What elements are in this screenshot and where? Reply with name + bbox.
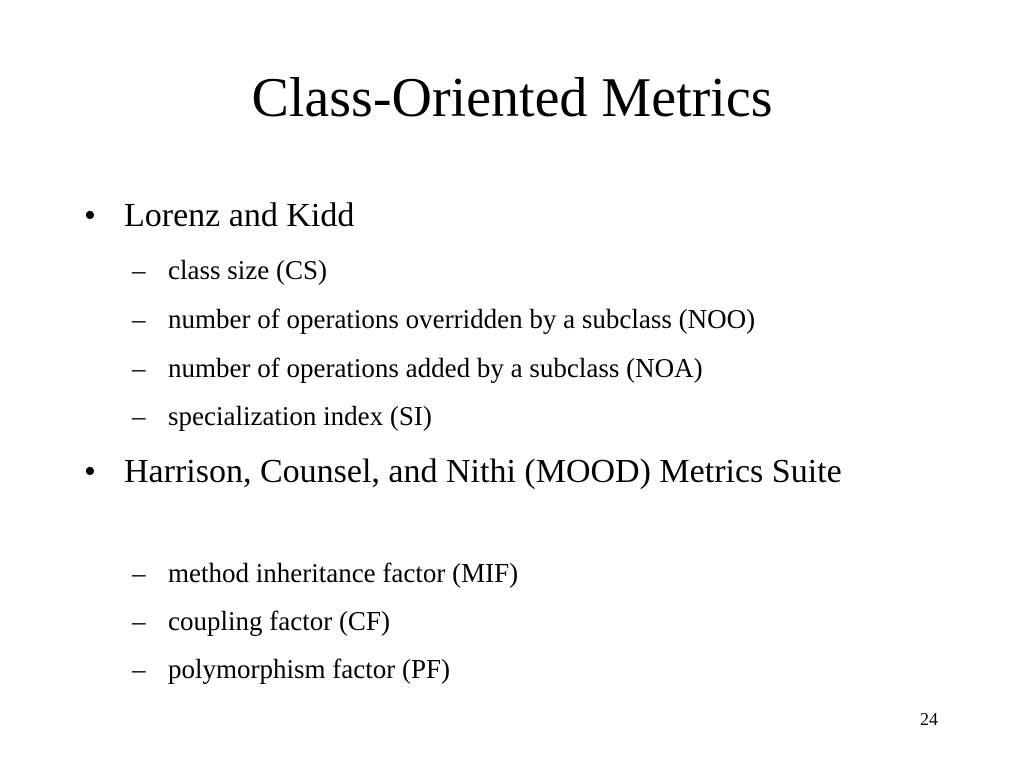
sub-item-text: polymorphism factor (PF) [168,654,450,684]
slide-title: Class-Oriented Metrics [251,67,773,129]
sub-item-text: number of operations added by a subclass (NOA) [168,353,703,383]
dash-icon: – [132,353,146,383]
bullet-lorenz-kidd [84,195,904,237]
sub-item-pf [132,652,952,686]
bullet-dot-icon: • [84,197,96,234]
sub-item-text: coupling factor (CF) [168,606,390,636]
dash-icon: – [132,558,146,588]
sub-item-text: number of operations overridden by a subclass (NOO) [168,304,756,334]
sub-item-noo [132,302,952,336]
dash-icon: – [132,401,146,431]
sub-item-text: method inheritance factor (MIF) [168,558,519,588]
dash-icon: – [132,304,146,334]
sub-item-text: class size (CS) [168,255,327,285]
bullet-text: Harrison, Counsel, and Nithi (MOOD) Metrics Suite [124,453,842,490]
bullet-text: Lorenz and Kidd [124,197,355,234]
dash-icon: – [132,654,146,684]
sub-item-noa [132,351,952,385]
sub-item-cf [132,604,952,638]
sub-item-si [132,399,952,433]
sub-item-text: specialization index (SI) [168,401,432,431]
bullet-dot-icon: • [84,453,96,490]
dash-icon: – [132,255,146,285]
sub-item-mif [132,556,952,590]
dash-icon: – [132,606,146,636]
bullet-mood-metrics [84,451,904,493]
page-number: 24 [920,709,938,729]
sub-item-class-size [132,253,952,287]
